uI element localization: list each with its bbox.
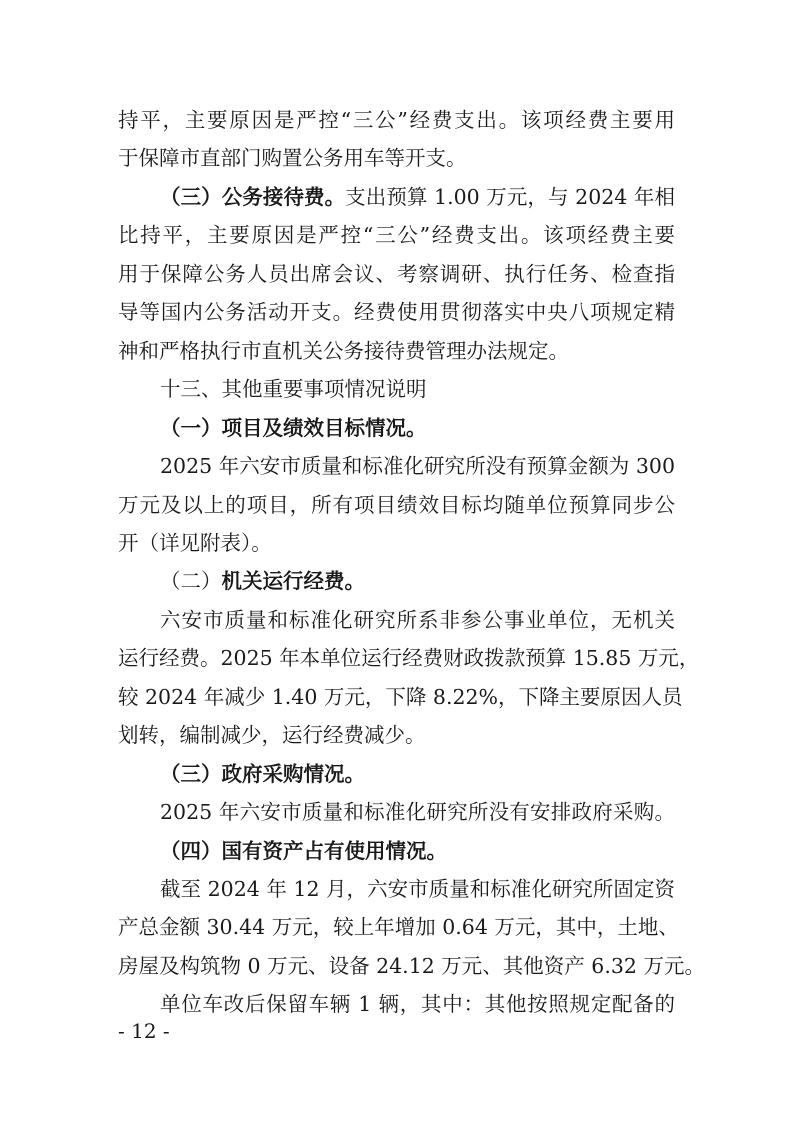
body-text: 截至 2024 年 12 月，六安市质量和标准化研究所固定资 bbox=[160, 877, 675, 901]
subsection-heading: （一）项目及绩效目标情况。 bbox=[160, 415, 427, 440]
text-line bbox=[160, 178, 675, 216]
body-text: 运行经费。2025 年本单位运行经费财政拨款预算 15.85 万元， bbox=[118, 646, 700, 671]
text-line bbox=[118, 293, 675, 331]
subsection-heading: （四）国有资产占有使用情况。 bbox=[160, 838, 447, 863]
body-text: 划转，编制减少，运行经费减少。 bbox=[118, 723, 426, 748]
text-line bbox=[160, 409, 675, 447]
text-line bbox=[160, 870, 675, 908]
page-number: - 12 - bbox=[118, 1019, 170, 1043]
body-text: 2025 年六安市质量和标准化研究所没有预算金额为 300 bbox=[160, 454, 675, 479]
text-line bbox=[160, 447, 675, 485]
text-line bbox=[118, 332, 675, 370]
text-line bbox=[160, 755, 675, 793]
body-text: 六安市质量和标准化研究所系非参公事业单位，无机关 bbox=[160, 607, 675, 632]
text-line bbox=[118, 486, 675, 524]
text-line bbox=[118, 139, 675, 177]
text-line bbox=[118, 947, 705, 985]
subsection-heading: （三）公务接待费。 bbox=[160, 184, 346, 209]
text-line bbox=[160, 370, 675, 408]
subsection-heading: 机关运行经费。 bbox=[221, 569, 365, 594]
subsection-number: （二） bbox=[160, 569, 222, 594]
text-line bbox=[118, 216, 675, 254]
text-line bbox=[160, 562, 675, 600]
body-text: 开（详见附表）。 bbox=[118, 530, 272, 555]
text-line bbox=[118, 101, 675, 139]
body-text: 比持平，主要原因是严控“三公”经费支出。该项经费主要 bbox=[118, 223, 675, 248]
text-line bbox=[118, 678, 683, 716]
text-line bbox=[160, 985, 675, 1023]
text-line bbox=[118, 524, 675, 562]
text-line bbox=[160, 832, 675, 870]
text-line bbox=[160, 601, 675, 639]
body-text: 支出预算 1.00 万元，与 2024 年相 bbox=[345, 184, 676, 209]
body-text: 2025 年六安市质量和标准化研究所没有安排政府采购。 bbox=[160, 800, 675, 825]
text-line bbox=[118, 255, 675, 293]
section-heading: 十三、其他重要事项情况说明 bbox=[160, 377, 427, 402]
body-text: 神和严格执行市直机关公务接待费管理办法规定。 bbox=[118, 338, 569, 363]
body-text: 较 2024 年减少 1.40 万元，下降 8.22%，下降主要原因人员 bbox=[118, 684, 683, 709]
body-text: 导等国内公务活动开支。经费使用贯彻落实中央八项规定精 bbox=[118, 300, 675, 325]
body-text: 万元及以上的项目，所有项目绩效目标均随单位预算同步公 bbox=[118, 492, 675, 517]
body-text: 持平，主要原因是严控“三公”经费支出。该项经费主要用 bbox=[118, 108, 675, 132]
text-line bbox=[118, 716, 675, 754]
body-text: 产总金额 30.44 万元，较上年增加 0.64 万元，其中，土地、 bbox=[118, 915, 679, 940]
subsection-heading: （三）政府采购情况。 bbox=[160, 761, 365, 786]
body-text: 于保障市直部门购置公务用车等开支。 bbox=[118, 146, 467, 171]
text-line bbox=[160, 793, 675, 831]
text-line bbox=[118, 639, 700, 677]
text-line bbox=[118, 908, 679, 946]
body-text: 单位车改后保留车辆 1 辆，其中：其他按照规定配备的 bbox=[160, 992, 675, 1017]
body-text: 房屋及构筑物 0 万元、设备 24.12 万元、其他资产 6.32 万元。 bbox=[118, 953, 705, 978]
body-text: 用于保障公务人员出席会议、考察调研、执行任务、检查指 bbox=[118, 261, 675, 286]
